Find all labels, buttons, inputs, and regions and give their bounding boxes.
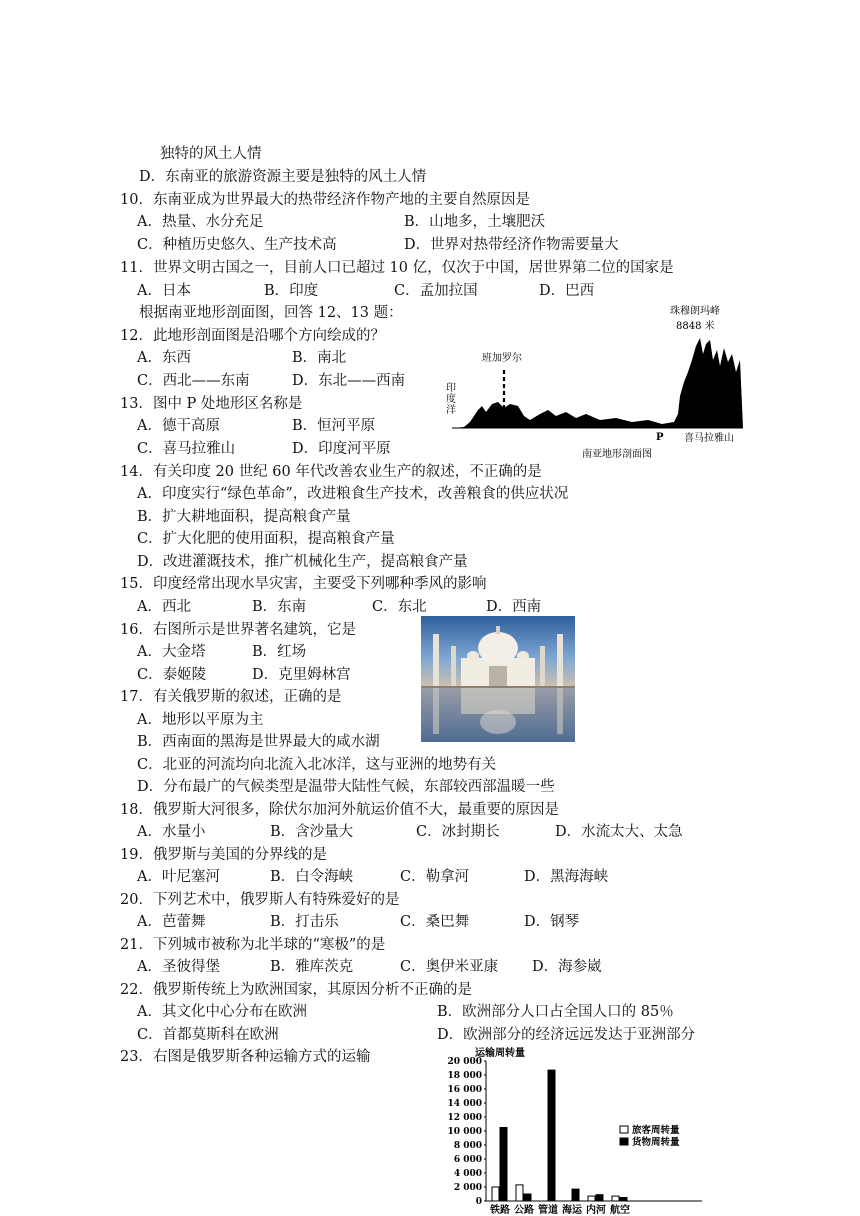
question-18: 18．俄罗斯大河很多，除伏尔加河外航运价值不大，最重要的原因是 <box>120 802 559 818</box>
option-d: D．黑海海峡 <box>524 869 609 885</box>
intro-12-13: 根据南亚地形剖面图，回答 12、13 题： <box>139 305 403 321</box>
bar-freight <box>620 1198 627 1202</box>
option-c: C．扩大化肥的使用面积，提高粮食产量 <box>137 531 395 547</box>
y-tick-label: 18 000 <box>447 1071 482 1081</box>
option-a: A．德干高原 <box>137 418 220 434</box>
x-category-label: 航空 <box>610 1205 630 1215</box>
p-marker: P <box>656 432 664 443</box>
question-17: 17．有关俄罗斯的叙述，正确的是 <box>120 689 342 705</box>
y-tick-label: 10 000 <box>447 1127 482 1137</box>
bar-freight <box>548 1070 555 1201</box>
option-b: B．东南 <box>252 599 307 615</box>
option-d: D．西南 <box>486 599 542 615</box>
option-a: A．芭蕾舞 <box>137 914 206 930</box>
y-tick-label: 16 000 <box>447 1085 482 1095</box>
bar-passenger <box>588 1196 595 1201</box>
y-tick-label: 0 <box>475 1197 482 1207</box>
option-d: D．印度河平原 <box>292 441 391 457</box>
y-tick-label: 8 000 <box>453 1141 482 1151</box>
option-a: A．东西 <box>137 350 191 366</box>
transport-chart <box>440 1045 710 1215</box>
legend-swatch <box>620 1138 628 1145</box>
bar-freight <box>572 1189 579 1201</box>
option-b: B．白令海峡 <box>270 869 354 885</box>
option-c: C．桑巴舞 <box>400 914 470 930</box>
option-c: C．种植历史悠久、生产技术高 <box>137 237 337 253</box>
option-c: C．西北——东南 <box>137 373 250 389</box>
option-c: C．东北 <box>372 599 427 615</box>
option-d: D．改进灌溉技术，推广机械化生产，提高粮食产量 <box>137 554 468 570</box>
question-22: 22．俄罗斯传统上为欧洲国家，其原因分析不正确的是 <box>120 982 472 998</box>
question-15: 15．印度经常出现水旱灾害，主要受下列哪种季风的影响 <box>120 576 487 592</box>
option-b: B．红场 <box>252 644 307 660</box>
bar-passenger <box>516 1185 523 1201</box>
option-b: B．山地多，土壤肥沃 <box>404 214 546 230</box>
question-11: 11．世界文明古国之一，目前人口已超过 10 亿，仅次于中国，居世界第二位的国家是 <box>120 260 674 276</box>
ocean-char-1: 印 <box>446 383 456 394</box>
option-c: C．勒拿河 <box>400 869 470 885</box>
legend-label: 货物周转量 <box>632 1137 680 1148</box>
bar-passenger <box>492 1187 499 1201</box>
question-14: 14．有关印度 20 世纪 60 年代改善农业生产的叙述，不正确的是 <box>120 464 542 480</box>
option-a: A．叶尼塞河 <box>137 869 220 885</box>
ocean-char-2: 度 <box>446 394 456 405</box>
bar-freight <box>596 1195 603 1201</box>
option-d: D．东北——西南 <box>292 373 406 389</box>
question-20: 20．下列艺术中，俄罗斯人有特殊爱好的是 <box>120 892 400 908</box>
taj-mahal-photo <box>421 616 575 742</box>
option-d: D．钢琴 <box>524 914 580 930</box>
terrain-silhouette <box>454 338 743 428</box>
option-a: A．水量小 <box>137 824 206 840</box>
option-d: D．东南亚的旅游资源主要是独特的风土人情 <box>139 169 427 185</box>
option-c: C．首都莫斯科在欧洲 <box>137 1027 279 1043</box>
everest-label: 珠穆朗玛峰 <box>670 306 720 317</box>
y-tick-label: 20 000 <box>447 1057 482 1067</box>
question-21: 21．下列城市被称为北半球的“寒极”的是 <box>120 937 386 953</box>
option-b: B．恒河平原 <box>292 418 376 434</box>
chart-title: 运输周转量 <box>475 1048 525 1059</box>
option-a: A．印度实行“绿色革命”，改进粮食生产技术，改善粮食的供应状况 <box>137 486 569 502</box>
option-a: A．地形以平原为主 <box>137 712 264 728</box>
x-category-label: 内河 <box>586 1205 606 1215</box>
question-12: 12．此地形剖面图是沿哪个方向绘成的？ <box>120 328 385 344</box>
y-tick-label: 12 000 <box>447 1113 482 1123</box>
option-a: A．西北 <box>137 599 191 615</box>
option-d: D．分布最广的气候类型是温带大陆性气候，东部较西部温暖一些 <box>137 779 555 795</box>
option-c: C．冰封期长 <box>416 824 500 840</box>
bangalore-label: 班加罗尔 <box>482 353 522 364</box>
option-d: D．克里姆林宫 <box>252 667 351 683</box>
option-a: A．热量、水分充足 <box>137 214 264 230</box>
option-a: A．大金塔 <box>137 644 206 660</box>
legend-swatch <box>620 1126 628 1133</box>
option-b: B．印度 <box>264 283 319 299</box>
option-c: C．孟加拉国 <box>394 283 478 299</box>
option-b: B．雅库茨克 <box>270 959 354 975</box>
y-tick-label: 4 000 <box>453 1169 482 1179</box>
x-category-label: 铁路 <box>490 1205 510 1215</box>
question-13: 13．图中 P 处地形区名称是 <box>120 396 303 412</box>
option-d: D．欧洲部分的经济远远发达于亚洲部分 <box>437 1027 696 1043</box>
bar-passenger <box>612 1196 619 1201</box>
x-category-label: 公路 <box>514 1205 534 1215</box>
y-tick-label: 2 000 <box>453 1183 482 1193</box>
option-a: A．圣彼得堡 <box>137 959 220 975</box>
x-category-label: 海运 <box>562 1205 582 1215</box>
text-line: 独特的风土人情 <box>160 146 262 162</box>
option-a: A．日本 <box>137 283 191 299</box>
option-c: C．奥伊米亚康 <box>400 959 499 975</box>
question-10: 10．东南亚成为世界最大的热带经济作物产地的主要自然原因是 <box>120 192 530 208</box>
option-b: B．欧洲部分人口占全国人口的 85％ <box>437 1004 674 1020</box>
y-tick-label: 14 000 <box>447 1099 482 1109</box>
option-d: D．巴西 <box>539 283 595 299</box>
bar-freight <box>500 1128 507 1202</box>
option-b: B．南北 <box>292 350 347 366</box>
option-b: B．扩大耕地面积，提高粮食产量 <box>137 509 351 525</box>
bar-freight <box>524 1194 531 1201</box>
legend-label: 旅客周转量 <box>632 1125 680 1136</box>
option-b: B．含沙量大 <box>270 824 354 840</box>
ocean-char-3: 洋 <box>446 405 456 416</box>
option-c: C．泰姬陵 <box>137 667 207 683</box>
terrain-profile-figure <box>440 298 760 464</box>
question-23: 23．右图是俄罗斯各种运输方式的运输 <box>120 1049 371 1065</box>
himalaya-label: 喜马拉雅山 <box>684 433 734 444</box>
option-a: A．其文化中心分布在欧洲 <box>137 1004 307 1020</box>
option-c: C．喜马拉雅山 <box>137 441 236 457</box>
question-16: 16．右图所示是世界著名建筑，它是 <box>120 622 356 638</box>
everest-height: 8848 米 <box>676 321 715 332</box>
x-category-label: 管道 <box>538 1205 558 1215</box>
option-c: C．北亚的河流均向北流入北冰洋，这与亚洲的地势有关 <box>137 757 497 773</box>
y-tick-label: 6 000 <box>453 1155 482 1165</box>
option-d: D．世界对热带经济作物需要量大 <box>404 237 619 253</box>
question-19: 19．俄罗斯与美国的分界线的是 <box>120 847 327 863</box>
option-d: D．海参崴 <box>532 959 602 975</box>
option-d: D．水流太大、太急 <box>555 824 683 840</box>
option-b: B．打击乐 <box>270 914 339 930</box>
option-b: B．西南面的黑海是世界最大的咸水湖 <box>137 734 380 750</box>
profile-caption: 南亚地形剖面图 <box>582 449 652 460</box>
